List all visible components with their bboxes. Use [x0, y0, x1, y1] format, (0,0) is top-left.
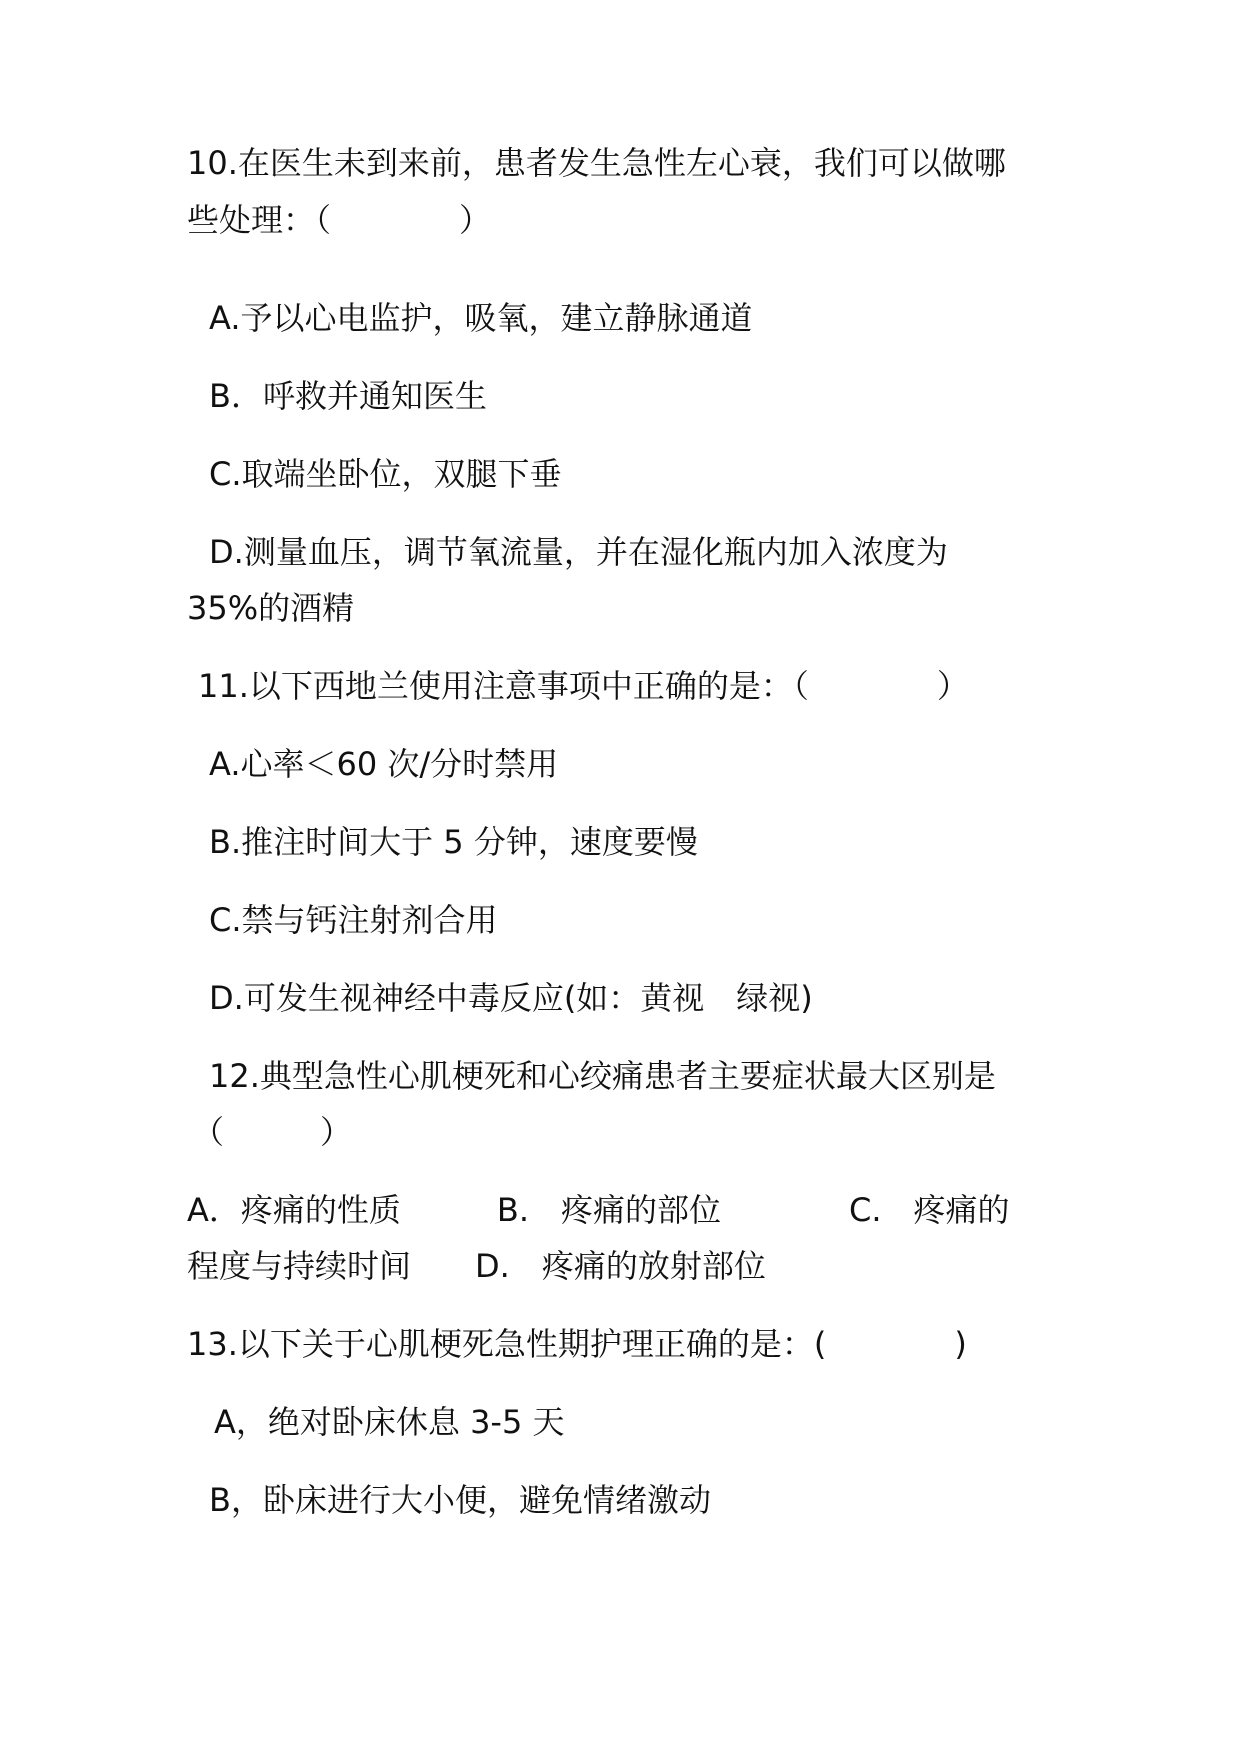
question-12-stem-line-1: 12.典型急性心肌梗死和心绞痛患者主要症状最大区别是	[209, 1057, 996, 1095]
question-12-options-line-1: A．疼痛的性质 B. 疼痛的部位 C. 疼痛的	[187, 1191, 1010, 1229]
question-10-option-c: C.取端坐卧位，双腿下垂	[209, 455, 562, 493]
question-10-option-d-line-2: 35%的酒精	[187, 589, 355, 627]
question-11-option-a: A.心率＜60 次/分时禁用	[209, 745, 559, 783]
question-10-option-a: A.予以心电监护，吸氧，建立静脉通道	[209, 299, 753, 337]
question-10-stem-line-2: 些处理：（ ）	[187, 201, 492, 239]
question-10-option-d: D.测量血压，调节氧流量，并在湿化瓶内加入浓度为	[209, 533, 948, 571]
question-13-option-b: B，卧床进行大小便，避免情绪激动	[209, 1481, 711, 1519]
question-11-stem: 11.以下西地兰使用注意事项中正确的是：（ ）	[198, 667, 969, 705]
question-11-option-d: D.可发生视神经中毒反应(如：黄视 绿视)	[209, 979, 813, 1017]
question-10-option-b: B．呼救并通知医生	[209, 377, 487, 415]
question-12-options-line-2: 程度与持续时间 D. 疼痛的放射部位	[187, 1247, 766, 1285]
question-11-option-b: B.推注时间大于 5 分钟，速度要慢	[209, 823, 698, 861]
question-12-stem-line-2: （ ）	[192, 1113, 353, 1151]
question-11-option-c: C.禁与钙注射剂合用	[209, 901, 498, 939]
question-13-option-a: A，绝对卧床休息 3-5 天	[214, 1403, 565, 1441]
question-13-stem: 13.以下关于心肌梗死急性期护理正确的是：( )	[187, 1325, 967, 1363]
question-10-stem-line-1: 10.在医生未到来前，患者发生急性左心衰，我们可以做哪	[187, 144, 1006, 182]
